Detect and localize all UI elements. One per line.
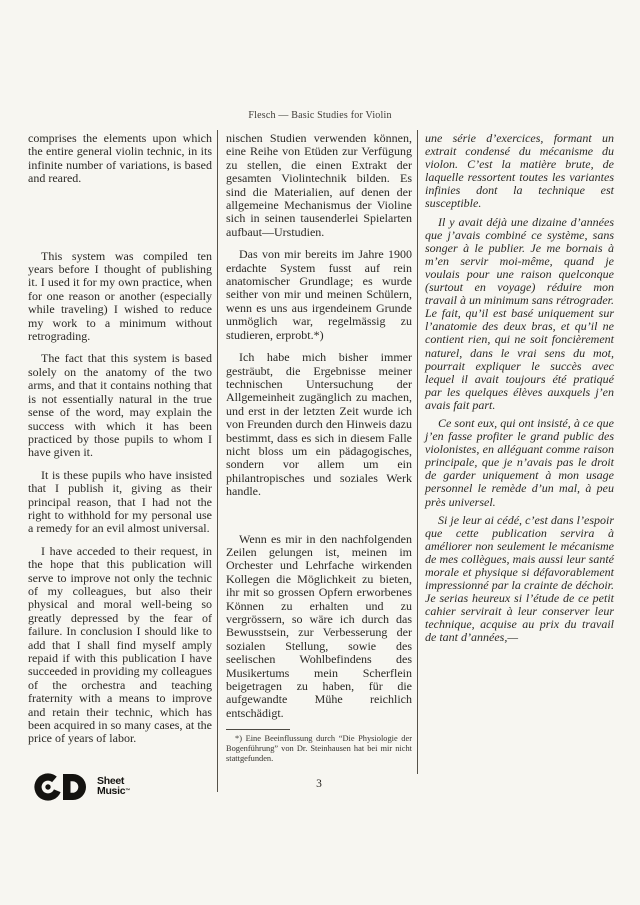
column-divider-left [217,130,218,792]
column-german [226,132,412,763]
paragraph: comprises the elements upon which the entire general violin technic, in its infinite number of variations, is based and reared. [28,131,212,186]
page-number: 3 [316,778,322,790]
paragraph: Si je leur ai cédé, c’est dans l’espoir que cette publication servira à améliorer non seulement le mécanisme de mes collègues, mais aussi leur santé morale et physique si défavorablement impressionné par la crainte de déchoir. Je serias heureux si l’étude de ce petit cahier servirait à leur conserver leur technique, acquise au prix du travail de tant d’années,— [425,512,614,645]
paragraph: It is these pupils who have insisted that I publish it, giving as their principal reason, that I had not the right to withhold for my personal use a remedy for an evil almost universal. [28,467,212,536]
footnote: *) Eine Beeinflussung durch “Die Physiologie der Bogenführung” von Dr. Steinhausen hat bei mir nicht stattgefunden. [226,734,412,763]
paragraph: une série d’exercices, formant un extrait condensé du mécanisme du violon. C’est la matière brute, de laquelle ressortent toutes les variantes infinies dont la technique est susceptible. [425,131,614,211]
paragraph: I have acceded to their request, in the hope that this publication will serve to improve not only the technic of my colleagues, but also their physical and moral well-being so greatly depressed by the fear of failure. In conclusion I should like to add that I shall find myself amply repaid if with this publication I have succeeded in providing my colleagues of the orchestra and teaching fraternity with a means to improve and retain their technic, which has been acquired in so many cases, at the price of years of labor. [28,543,212,746]
paragraph: This system was compiled ten years before I thought of publishing it. I used it for my own practice, when for one reason or another (especially while traveling) I wished to reduce my work to a minimum without retrograding. [28,248,212,344]
paragraph: Ich habe mich bisher immer gesträubt, die Ergebnisse meiner technischen Untersuchung der Allgemeinheit zugänglich zu machen, und erst in der letzten Zeit wurde ich von Freunden durch den Hinweis dazu bestimmt, dass es sich in diesem Falle nicht bloss um ein pädagogisches, sondern vor allem um ein philantropisches und soziales Werk handle. [226,350,412,499]
paragraph: nischen Studien verwenden können, eine Reihe von Etüden zur Verfügung zu stellen, die einen Extrakt der gesamten Violintechnik bilden. Es sind die Materialien, auf denen der allgemeine Mechanismus der Violine sich in seinen tausenderlei Spielarten aufbaut—Urstudien. [226,131,412,239]
column-french [425,132,614,645]
cd-disc-icon [34,772,96,802]
column-english [28,132,212,746]
running-head: Flesch — Basic Studies for Violin [248,110,392,121]
footnote-rule [226,729,290,730]
logo-line2: Music [97,784,126,797]
logo-line1: Sheet [97,775,125,787]
trademark-symbol: ™ [125,787,130,794]
paragraph: Wenn es mir in den nachfolgenden Zeilen gelungen ist, meinen im Orchester und Lehrfache wirkenden Kollegen die Möglichkeit zu bieten, ihr mit so grossen Opfern erworbenes Können zu erhalten und zu vergrössern, so wäre ich durch das Bewusstsein, zur Verbesserung der sozialen Stellung, sowie des seelischen Wohlbefindens des Musikertums mein Scherflein beigetragen zu haben, für die aufgewandte Mühe reichlich entschädigt. [226,531,412,720]
paragraph: Il y avait déjà une dizaine d’années que j’avais combiné ce système, sans songer à le publier. Je me bornais à m’en servir moi-même, quand je voulais pour une raison quelconque (surtout en voyage) réduire mon travail à un minimum sans rétrograder. Le fait, qu’il est basé uniquement sur l’anatomie des deux bras, et qu’il ne contient rien, qui ne soit foncièrement naturel, dans le vrai sens du mot, pourrait expliquer le succès avec lequel il avait toujours été pratiqué par les quelques élèves auxquels j’en avais fait part. [425,214,614,412]
logo-wordmark [97,777,130,796]
paragraph: The fact that this system is based solely on the anatomy of the two arms, and that it contains nothing that is not essentially natural in the true sense of the word, may explain the success with which it has been practiced by those pupils to whom I have given it. [28,351,212,460]
cd-sheet-music-logo [34,772,130,802]
paragraph: Ce sont eux, qui ont insisté, à ce que j’en fasse profiter le grand public des violonistes, en alléguant comme raison principale, que je n’avais pas le droit de garder uniquement à mon usage personnel le remède d’un mal, à peu près universel. [425,415,614,509]
column-divider-right [417,130,418,774]
paragraph: Das von mir bereits im Jahre 1900 erdachte System fusst auf rein anatomischer Grundlage; es wurde seither von mir und meinen Schülern, wenn es uns aus irgendeinem Grunde unmöglich war, regelmässig zu studieren, erprobt.*) [226,247,412,342]
